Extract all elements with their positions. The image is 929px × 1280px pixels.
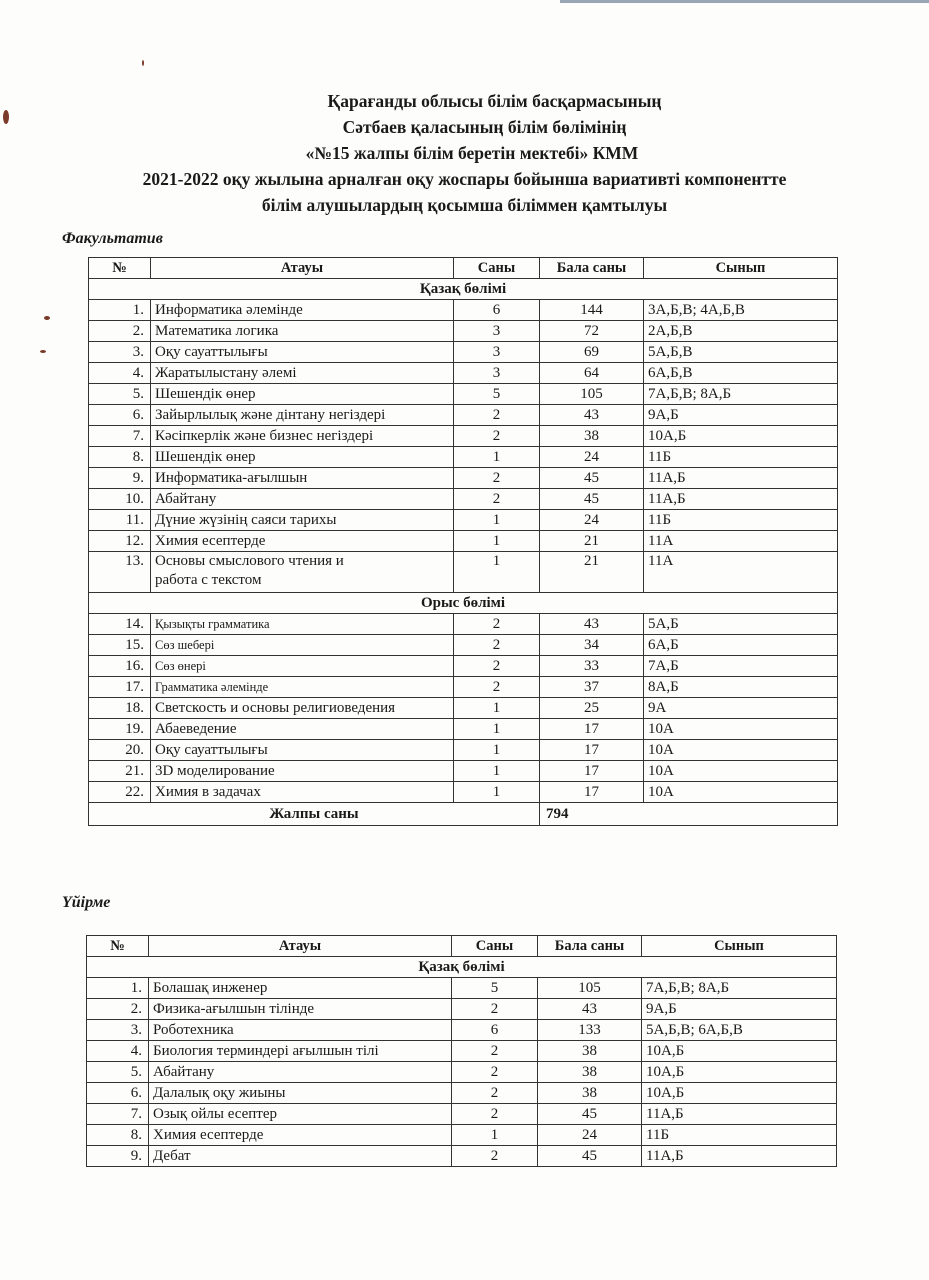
header-line-4: 2021-2022 оқу жылына арналған оқу жоспары бойынша вариативті компонентте — [142, 169, 787, 189]
row-kids: 34 — [540, 635, 644, 656]
row-kids: 45 — [540, 489, 644, 510]
row-count: 2 — [452, 1041, 538, 1062]
row-count: 3 — [454, 342, 540, 363]
table-row — [89, 531, 838, 552]
row-number: 11. — [89, 510, 151, 531]
row-name: Информатика әлемінде — [151, 300, 454, 321]
fakultativ-table — [88, 257, 838, 826]
row-count: 5 — [454, 384, 540, 405]
row-name: Биология терминдері ағылшын тілі — [149, 1041, 452, 1062]
row-name: Шешендік өнер — [151, 384, 454, 405]
row-class: 7А,Б — [644, 656, 838, 677]
row-name: Сөз шебері — [151, 635, 454, 656]
row-name: Оқу сауаттылығы — [151, 342, 454, 363]
row-number: 3. — [89, 342, 151, 363]
row-kids: 21 — [540, 552, 644, 593]
row-number: 6. — [87, 1083, 149, 1104]
row-number: 1. — [89, 300, 151, 321]
row-name: Кәсіпкерлік және бизнес негіздері — [151, 426, 454, 447]
row-kids: 38 — [540, 426, 644, 447]
row-count: 1 — [454, 782, 540, 803]
row-kids: 33 — [540, 656, 644, 677]
table-row — [89, 510, 838, 531]
row-kids: 43 — [538, 999, 642, 1020]
row-class: 9А — [644, 698, 838, 719]
table-row — [87, 1104, 837, 1125]
row-kids: 72 — [540, 321, 644, 342]
row-class: 8А,Б — [644, 677, 838, 698]
row-number: 4. — [89, 363, 151, 384]
row-name: Зайырлылық және дінтану негіздері — [151, 405, 454, 426]
header-line-2: Сәтбаев қаласының білім бөлімінің — [342, 117, 627, 137]
row-class: 11А,Б — [644, 489, 838, 510]
col-count: Саны — [454, 258, 540, 279]
row-class: 10А — [644, 740, 838, 761]
row-class: 7А,Б,В; 8А,Б — [644, 384, 838, 405]
row-name: Химия в задачах — [151, 782, 454, 803]
header-line-5: білім алушылардың қосымша біліммен қамтылуы — [261, 195, 668, 215]
table-row — [89, 300, 838, 321]
row-count: 2 — [452, 999, 538, 1020]
row-name: Оқу сауаттылығы — [151, 740, 454, 761]
group-row-kazakh — [89, 279, 838, 300]
scan-speck — [44, 316, 50, 320]
table-row — [89, 761, 838, 782]
row-count: 2 — [454, 468, 540, 489]
row-number: 8. — [89, 447, 151, 468]
row-name: Роботехника — [149, 1020, 452, 1041]
row-class: 11А,Б — [642, 1104, 837, 1125]
row-kids: 43 — [540, 405, 644, 426]
row-class: 11А,Б — [642, 1146, 837, 1167]
group-row-kazakh — [87, 957, 837, 978]
row-count: 2 — [454, 405, 540, 426]
col-count: Саны — [452, 936, 538, 957]
row-number: 13. — [89, 552, 151, 593]
document-header — [0, 88, 929, 218]
row-name: Физика-ағылшын тілінде — [149, 999, 452, 1020]
row-count: 1 — [454, 698, 540, 719]
total-label: Жалпы саны — [89, 803, 540, 826]
row-kids: 17 — [540, 761, 644, 782]
row-name-line: Основы смыслового чтения и — [155, 553, 344, 569]
table-row — [89, 468, 838, 489]
table-row — [87, 1125, 837, 1146]
table-row — [89, 635, 838, 656]
row-kids: 24 — [538, 1125, 642, 1146]
table-row — [89, 656, 838, 677]
row-class: 10А,Б — [642, 1062, 837, 1083]
table-row — [89, 614, 838, 635]
row-class: 10А — [644, 719, 838, 740]
row-kids: 37 — [540, 677, 644, 698]
row-kids: 24 — [540, 447, 644, 468]
row-name: Химия есептерде — [151, 531, 454, 552]
row-count: 2 — [452, 1146, 538, 1167]
row-number: 8. — [87, 1125, 149, 1146]
row-class: 6А,Б — [644, 635, 838, 656]
table-row — [87, 1062, 837, 1083]
header-line-3: «№15 жалпы білім беретін мектебі» КММ — [305, 143, 639, 163]
row-count: 2 — [452, 1062, 538, 1083]
row-name: Абаеведение — [151, 719, 454, 740]
row-kids: 21 — [540, 531, 644, 552]
row-name: Химия есептерде — [149, 1125, 452, 1146]
table-row — [89, 405, 838, 426]
table-row — [89, 740, 838, 761]
table-row — [89, 321, 838, 342]
row-number: 14. — [89, 614, 151, 635]
row-class: 5А,Б,В — [644, 342, 838, 363]
row-count: 2 — [454, 489, 540, 510]
row-name: Информатика-ағылшын — [151, 468, 454, 489]
uyirme-table — [86, 935, 837, 1167]
row-name: 3D моделирование — [151, 761, 454, 782]
row-kids: 45 — [538, 1146, 642, 1167]
row-count: 3 — [454, 321, 540, 342]
row-kids: 69 — [540, 342, 644, 363]
row-number: 2. — [89, 321, 151, 342]
total-value: 794 — [540, 803, 838, 826]
row-name: Абайтану — [151, 489, 454, 510]
fakultativ-label: Факультатив — [62, 230, 163, 247]
row-count: 2 — [454, 635, 540, 656]
row-count: 2 — [454, 614, 540, 635]
table-row — [87, 1146, 837, 1167]
row-count: 1 — [454, 719, 540, 740]
row-number: 9. — [89, 468, 151, 489]
table-row — [87, 1020, 837, 1041]
table-row — [89, 782, 838, 803]
scan-speck — [40, 350, 46, 353]
row-number: 10. — [89, 489, 151, 510]
row-kids: 105 — [540, 384, 644, 405]
row-name: Абайтану — [149, 1062, 452, 1083]
row-number: 4. — [87, 1041, 149, 1062]
col-kids: Бала саны — [540, 258, 644, 279]
row-class: 10А — [644, 761, 838, 782]
row-kids: 17 — [540, 740, 644, 761]
row-number: 3. — [87, 1020, 149, 1041]
table-row — [89, 719, 838, 740]
group-label: Қазақ бөлімі — [89, 279, 838, 300]
row-count: 2 — [454, 656, 540, 677]
header-line-1: Қарағанды облысы білім басқармасының — [327, 91, 662, 111]
row-name: Жаратылыстану әлемі — [151, 363, 454, 384]
col-name: Атауы — [151, 258, 454, 279]
row-class: 2А,Б,В — [644, 321, 838, 342]
row-number: 15. — [89, 635, 151, 656]
group-row-russian — [89, 593, 838, 614]
row-name: Грамматика әлемінде — [151, 677, 454, 698]
table-row — [89, 447, 838, 468]
table-row — [89, 489, 838, 510]
row-count: 1 — [454, 740, 540, 761]
group-label: Орыс бөлімі — [89, 593, 838, 614]
row-name — [151, 552, 454, 593]
row-name: Болашақ инженер — [149, 978, 452, 999]
col-class: Сынып — [642, 936, 837, 957]
row-number: 18. — [89, 698, 151, 719]
row-kids: 105 — [538, 978, 642, 999]
total-row — [89, 803, 838, 826]
row-count: 2 — [452, 1104, 538, 1125]
row-count: 6 — [454, 300, 540, 321]
row-number: 5. — [89, 384, 151, 405]
row-name: Дебат — [149, 1146, 452, 1167]
row-class: 11А — [644, 531, 838, 552]
row-class: 3А,Б,В; 4А,Б,В — [644, 300, 838, 321]
col-class: Сынып — [644, 258, 838, 279]
col-number: № — [89, 258, 151, 279]
row-number: 21. — [89, 761, 151, 782]
row-name: Озық ойлы есептер — [149, 1104, 452, 1125]
table-row — [87, 999, 837, 1020]
row-number: 22. — [89, 782, 151, 803]
row-kids: 17 — [540, 782, 644, 803]
row-count: 2 — [454, 426, 540, 447]
table-row — [89, 363, 838, 384]
row-count: 1 — [454, 510, 540, 531]
row-name: Дүние жүзінің саяси тарихы — [151, 510, 454, 531]
scan-edge-line — [560, 0, 929, 3]
row-number: 17. — [89, 677, 151, 698]
table-row — [89, 552, 838, 593]
row-class: 9А,Б — [642, 999, 837, 1020]
row-kids: 38 — [538, 1062, 642, 1083]
row-count: 1 — [452, 1125, 538, 1146]
row-name: Шешендік өнер — [151, 447, 454, 468]
row-number: 2. — [87, 999, 149, 1020]
row-kids: 144 — [540, 300, 644, 321]
row-count: 1 — [454, 761, 540, 782]
row-number: 1. — [87, 978, 149, 999]
table-row — [87, 978, 837, 999]
row-class: 9А,Б — [644, 405, 838, 426]
row-class: 11Б — [644, 447, 838, 468]
table-row — [89, 384, 838, 405]
table-row — [89, 698, 838, 719]
row-kids: 24 — [540, 510, 644, 531]
col-name: Атауы — [149, 936, 452, 957]
row-name: Сөз өнері — [151, 656, 454, 677]
col-kids: Бала саны — [538, 936, 642, 957]
group-label: Қазақ бөлімі — [87, 957, 837, 978]
row-number: 7. — [89, 426, 151, 447]
row-number: 9. — [87, 1146, 149, 1167]
row-kids: 25 — [540, 698, 644, 719]
row-name: Математика логика — [151, 321, 454, 342]
row-class: 10А — [644, 782, 838, 803]
scan-speck — [142, 60, 144, 66]
row-class: 6А,Б,В — [644, 363, 838, 384]
row-count: 5 — [452, 978, 538, 999]
table-row — [87, 1083, 837, 1104]
row-count: 6 — [452, 1020, 538, 1041]
row-number: 5. — [87, 1062, 149, 1083]
uyirme-label: Үйірме — [62, 894, 111, 911]
row-class: 10А,Б — [644, 426, 838, 447]
table-row — [89, 342, 838, 363]
row-class: 5А,Б — [644, 614, 838, 635]
row-number: 19. — [89, 719, 151, 740]
table-header-row — [89, 258, 838, 279]
row-count: 1 — [454, 447, 540, 468]
row-count: 1 — [454, 552, 540, 593]
row-class: 11Б — [644, 510, 838, 531]
row-kids: 64 — [540, 363, 644, 384]
table-header-row — [87, 936, 837, 957]
row-class: 7А,Б,В; 8А,Б — [642, 978, 837, 999]
table-row — [89, 426, 838, 447]
row-class: 10А,Б — [642, 1083, 837, 1104]
row-class: 5А,Б,В; 6А,Б,В — [642, 1020, 837, 1041]
row-class: 11А — [644, 552, 838, 593]
row-kids: 17 — [540, 719, 644, 740]
col-number: № — [87, 936, 149, 957]
row-name: Светскость и основы религиоведения — [151, 698, 454, 719]
row-class: 11Б — [642, 1125, 837, 1146]
row-number: 7. — [87, 1104, 149, 1125]
row-count: 2 — [452, 1083, 538, 1104]
row-number: 6. — [89, 405, 151, 426]
row-kids: 45 — [540, 468, 644, 489]
row-count: 1 — [454, 531, 540, 552]
row-kids: 43 — [540, 614, 644, 635]
row-name: Далалық оқу жиыны — [149, 1083, 452, 1104]
row-kids: 38 — [538, 1041, 642, 1062]
row-kids: 133 — [538, 1020, 642, 1041]
row-count: 3 — [454, 363, 540, 384]
table-row — [87, 1041, 837, 1062]
row-count: 2 — [454, 677, 540, 698]
row-class: 10А,Б — [642, 1041, 837, 1062]
row-kids: 38 — [538, 1083, 642, 1104]
row-class: 11А,Б — [644, 468, 838, 489]
row-number: 16. — [89, 656, 151, 677]
row-name-line: работа с текстом — [155, 572, 262, 588]
row-name: Қызықты грамматика — [151, 614, 454, 635]
row-number: 12. — [89, 531, 151, 552]
table-row — [89, 677, 838, 698]
row-kids: 45 — [538, 1104, 642, 1125]
row-number: 20. — [89, 740, 151, 761]
